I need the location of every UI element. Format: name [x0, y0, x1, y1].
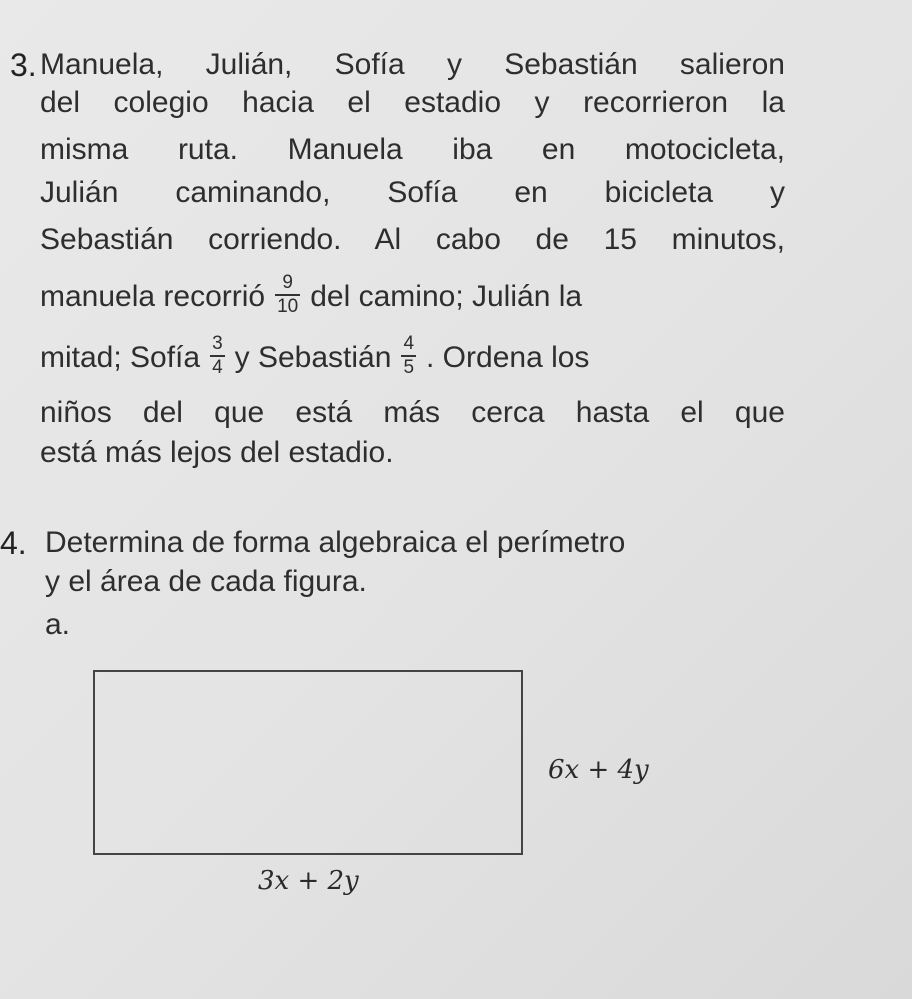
fraction-manuela-denominator: 10 — [277, 296, 299, 318]
q3-line-5: Sebastián corriendo. Al cabo de 15 minutos, — [40, 223, 785, 256]
rectangle-figure — [93, 670, 523, 855]
fraction-sofia — [210, 333, 225, 379]
q3-line-6-post: del camino; Julián la — [310, 280, 583, 313]
q3-line-1-text: Manuela, Julián, Sofía y Sebastián salieron — [40, 48, 785, 81]
q3-line-9: está más lejos del estadio. — [40, 436, 394, 469]
fraction-sofia-denominator: 4 — [212, 357, 223, 379]
q3-line-6 — [40, 272, 785, 322]
q4-line-1-text: Determina de forma algebraica el perímetro — [45, 526, 626, 559]
rectangle-height-label: 6x + 4y — [548, 755, 649, 785]
q3-line-3: misma ruta. Manuela iba en motocicleta, — [40, 133, 785, 166]
fraction-manuela-numerator: 9 — [282, 272, 293, 294]
fraction-sofia-numerator: 3 — [212, 333, 223, 355]
q3-line-2: del colegio hacia el estadio y recorrieron la — [40, 86, 785, 119]
question-3-number: 3. — [10, 47, 37, 83]
q4-part-a-label: a. — [45, 608, 71, 641]
fraction-manuela — [275, 272, 300, 318]
q3-line-7-c: . Ordena los — [426, 341, 590, 374]
q3-line-7-a: mitad; Sofía — [40, 341, 201, 374]
q4-line-2: y el área de cada figura. — [45, 565, 367, 598]
q3-line-4: Julián caminando, Sofía en bicicleta y — [40, 176, 785, 209]
q3-line-8: niños del que está más cerca hasta el que — [40, 396, 785, 429]
fraction-sebastian-numerator: 4 — [403, 333, 415, 355]
q3-line-7 — [40, 333, 785, 383]
question-4-number: 4. — [0, 525, 27, 561]
q3-line-7-b: y Sebastián — [234, 341, 392, 374]
rectangle-width-label: 3x + 2y — [258, 866, 359, 896]
q3-line-6-pre: manuela recorrió — [40, 280, 266, 313]
fraction-sebastian-denominator: 5 — [403, 357, 415, 379]
fraction-sebastian — [401, 333, 416, 379]
